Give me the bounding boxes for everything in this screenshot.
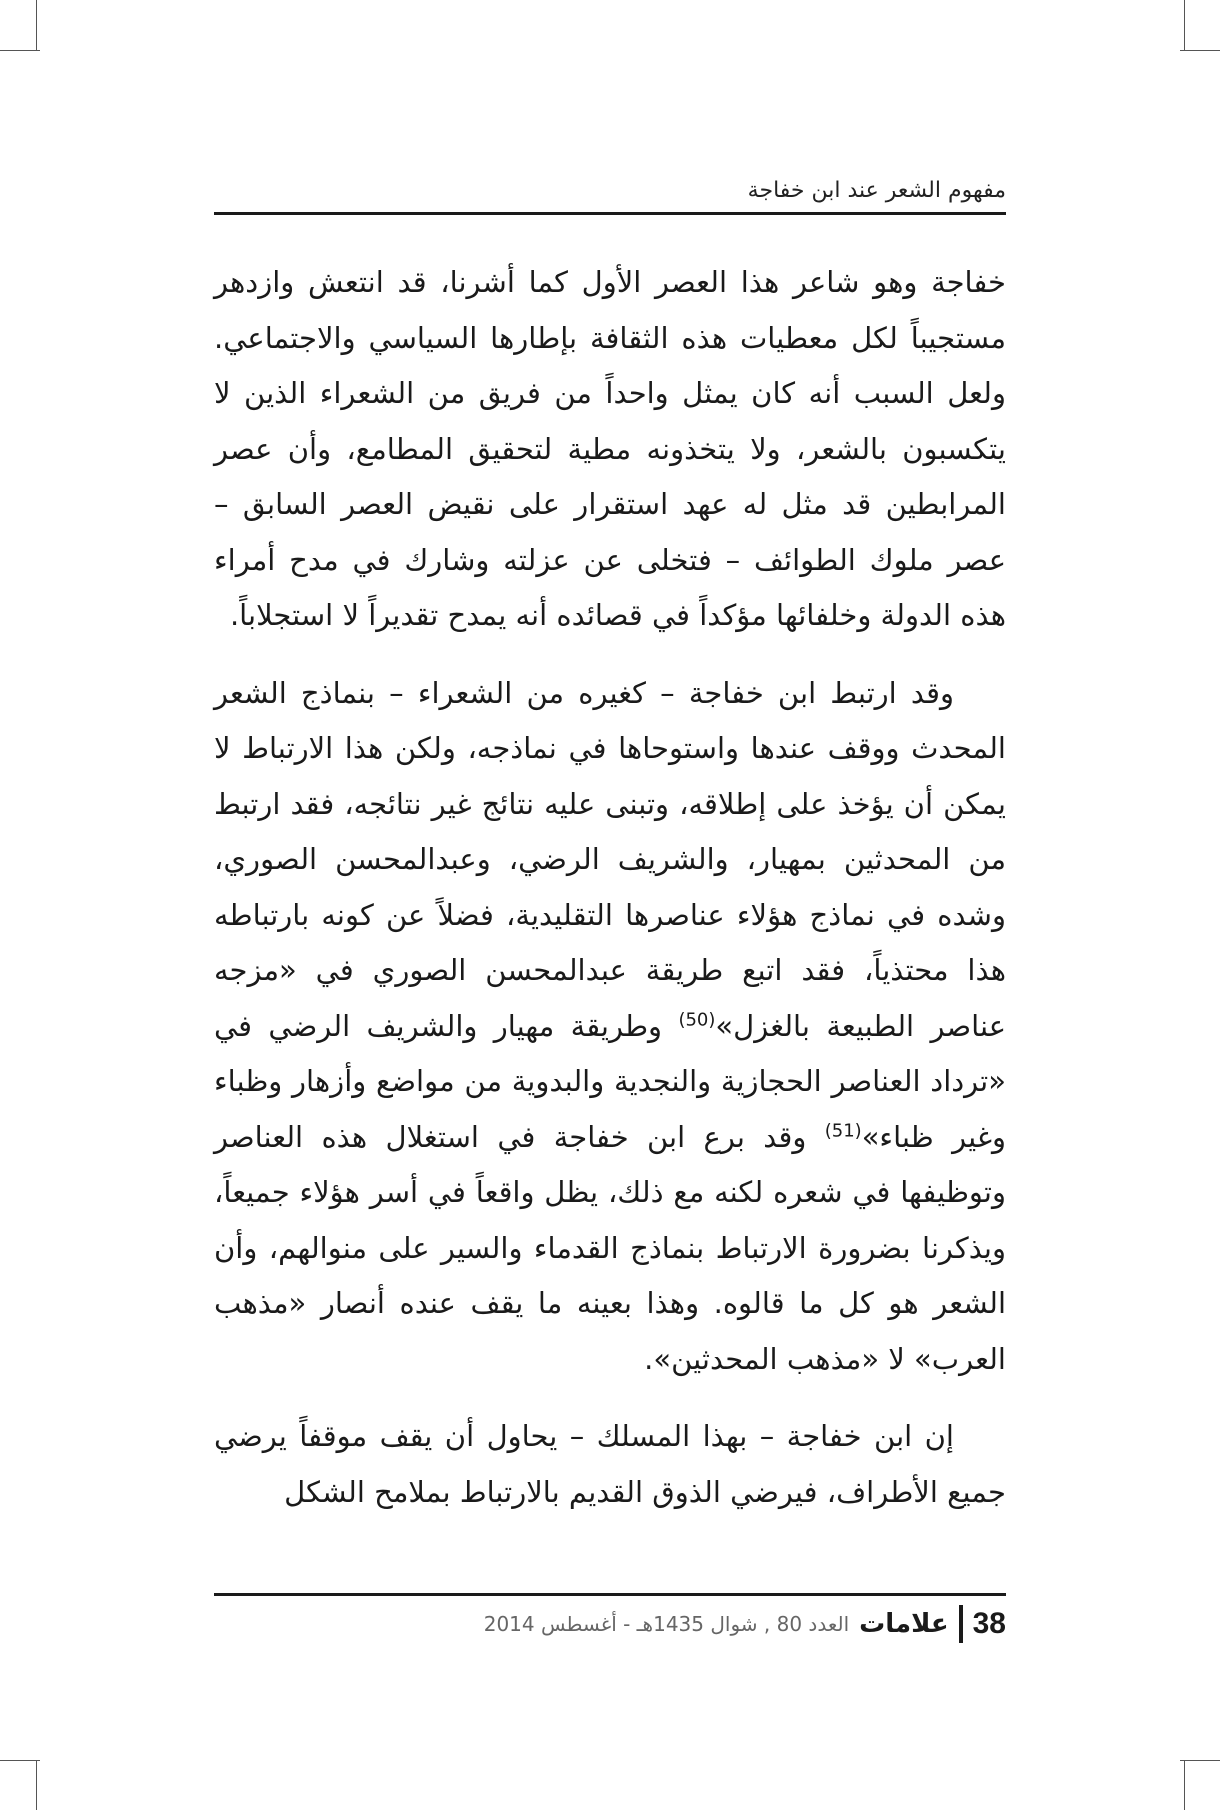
paragraph-3: إن ابن خفاجة – بهذا المسلك – يحاول أن يقف موقفاً يرضي جميع الأطراف، فيرضي الذوق القديم بالارتباط بملامح الشكل	[214, 1419, 1006, 1509]
paragraph-2-part-1: وقد ارتبط ابن خفاجة – كغيره من الشعراء – بنماذج الشعر المحدث ووقف عندها واستوحاها في نماذجه، ولكن هذا الارتباط لا يمكن أن يؤخذ على إطلاقه، وتبنى عليه نتائج غير نتائجه، فقد ارتبط من المحدثين بمهيار، والشريف الرضي، وعبدالمحسن الصوري، وشده في نماذج هؤلاء عناصرها التقليدية، فضلاً عن كونه بارتباطه هذا محتذياً، فقد اتبع طريقة عبدالمحسن الصوري في «مزجه عناصر الطبيعة بالغزل»	[214, 675, 1007, 1043]
footnote-ref-50[interactable]: (50)	[678, 1008, 716, 1030]
journal-logo: علامات	[859, 1609, 949, 1639]
paragraph-1: خفاجة وهو شاعر هذا العصر الأول كما أشرنا، قد انتعش وازدهر مستجيباً لكل معطيات هذه الثقافة بإطارها السياسي والاجتماعي. ولعل السبب أنه كان يمثل واحداً من فريق من الشعراء الذين لا يتكسبون بالشعر، ولا يتخذونه مطية لتحقيق المطامع، وأن عصر المرابطين قد مثل له عهد استقرار على نقيض العصر السابق – عصر ملوك الطوائف – فتخلى عن عزلته وشارك في مدح أمراء هذه الدولة وخلفائها مؤكداً في قصائده أنه يمدح تقديراً لا استجلاباً.	[214, 265, 1006, 632]
paragraph-2	[214, 666, 1006, 1388]
page-number: 38	[972, 1607, 1006, 1640]
page-footer	[214, 1602, 1006, 1646]
body-text	[214, 255, 1006, 1520]
running-head: مفهوم الشعر عند ابن خفاجة	[747, 178, 1006, 203]
header-rule	[214, 212, 1006, 215]
issue-info: العدد 80 , شوال 1435هـ - أغسطس 2014	[483, 1612, 850, 1636]
crop-mark-top-right-h	[1180, 50, 1220, 51]
crop-mark-top-left-h	[0, 50, 40, 51]
crop-mark-top-left	[36, 0, 37, 50]
crop-mark-bottom-right-h	[1180, 1760, 1220, 1761]
footnote-ref-51[interactable]: (51)	[824, 1119, 862, 1141]
crop-mark-top-right	[1184, 0, 1185, 50]
footer-rule	[214, 1593, 1006, 1596]
paragraph-2-part-3: وقد برع ابن خفاجة في استغلال هذه العناصر وتوظيفها في شعره لكنه مع ذلك، يظل واقعاً في أسر هؤلاء جميعاً، ويذكرنا بضرورة الارتباط بنماذج القدماء والسير على منوالهم، وأن الشعر هو كل ما قالوه. وهذا بعينه ما يقف عنده أنصار «مذهب العرب» لا «مذهب المحدثين».	[214, 1119, 1006, 1376]
page	[214, 0, 1006, 1810]
paragraph-2-part-2: وطريقة مهيار والشريف الرضي في «ترداد العناصر الحجازية والنجدية والبدوية من مواضع وأزهار وظباء وغير ظباء»	[214, 1008, 1007, 1154]
crop-mark-bottom-left	[36, 1760, 37, 1810]
crop-mark-bottom-left-h	[0, 1760, 40, 1761]
crop-mark-bottom-right	[1184, 1760, 1185, 1810]
footer-divider	[959, 1605, 963, 1643]
